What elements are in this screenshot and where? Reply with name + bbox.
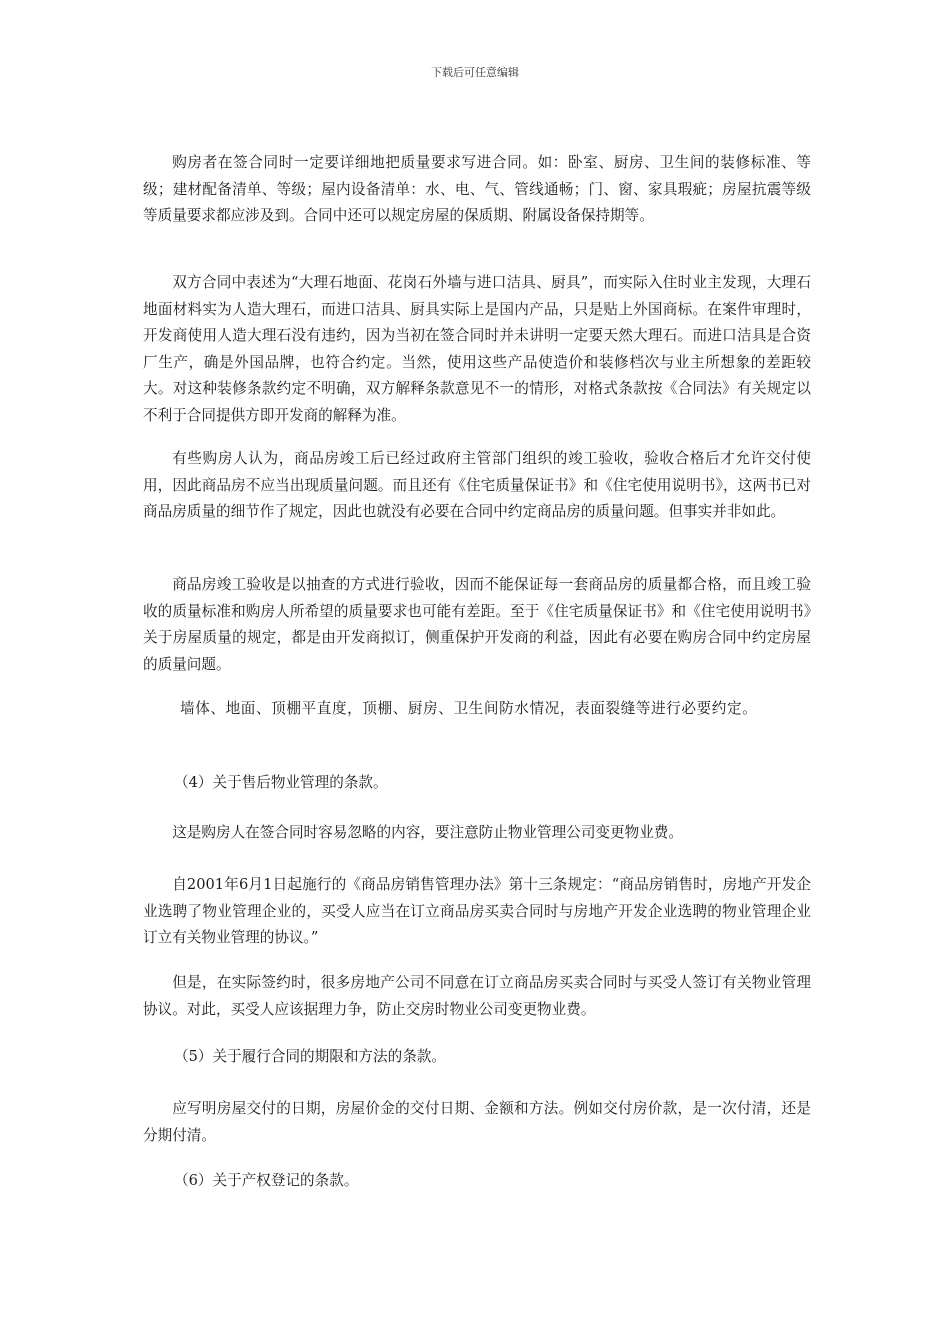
paragraph-marble-case: 双方合同中表述为“大理石地面、花岗石外墙与进口洁具、厨具”，而实际入住时业主发现，大理石地面材料实为人造大理石，而进口洁具、厨具实际上是国内产品，只是贴上外国商标。在案件审理时，开发商使用人造大理石没有违约，因为当初在签合同时并未讲明一定要天然大理石。而进口洁具是合资厂生产，确是外国品牌，也符合约定。当然，使用这些产品使造价和装修档次与业主所想象的差距较大。对这种装修条款约定不明确，双方解释条款意见不一的情形，对格式条款按《合同法》有关规定以不利于合同提供方即开发商的解释为准。 [143, 274, 811, 424]
section-heading-5: （5）关于履行合同的期限和方法的条款。 [174, 1048, 446, 1065]
paragraph-acceptance-belief: 有些购房人认为，商品房竣工后已经过政府主管部门组织的竣工验收，验收合格后才允许交付使用，因此商品房不应当出现质量问题。而且还有《住宅质量保证书》和《住宅使用说明书》，这两书已对商品房质量的细节作了规定，因此也就没有必要在合同中约定商品房的质量问题。但事实并非如此。 [143, 450, 811, 520]
paragraph-quality-requirements: 购房者在签合同时一定要详细地把质量要求写进合同。如：卧室、厨房、卫生间的装修标准、等级；建材配备清单、等级；屋内设备清单：水、电、气、管线通畅；门、窗、家具瑕疵；房屋抗震等级等质量要求都应涉及到。合同中还可以规定房屋的保质期、附属设备保持期等。 [143, 154, 811, 224]
paragraph-spot-check: 商品房竣工验收是以抽查的方式进行验收，因而不能保证每一套商品房的质量都合格，而且竣工验收的质量标准和购房人所希望的质量要求也可能有差距。至于《住宅质量保证书》和《住宅使用说明书》关于房屋质量的规定，都是由开发商拟订，侧重保护开发商的利益，因此有必要在购房合同中约定房屋的质量问题。 [143, 576, 811, 673]
paragraph-wall-floor: 墙体、地面、顶棚平直度，顶棚、厨房、卫生间防水情况，表面裂缝等进行必要约定。 [180, 700, 758, 717]
page-header: 下载后可任意编辑 [431, 66, 519, 79]
paragraph-actual-signing: 但是，在实际签约时，很多房地产公司不同意在订立商品房买卖合同时与买受人签订有关物业管理协议。对此，买受人应该据理力争，防止交房时物业公司变更物业费。 [143, 974, 811, 1018]
section-heading-6: （6）关于产权登记的条款。 [174, 1172, 359, 1189]
paragraph-property-fee: 这是购房人在签合同时容易忽略的内容，要注意防止物业管理公司变更物业费。 [172, 824, 683, 841]
paragraph-delivery-date: 应写明房屋交付的日期，房屋价金的交付日期、金额和方法。例如交付房价款，是一次付清，还是分期付清。 [143, 1100, 811, 1144]
paragraph-sales-regulation: 自2001年6月1日起施行的《商品房销售管理办法》第十三条规定：“商品房销售时，房地产开发企业选聘了物业管理企业的，买受人应当在订立商品房买卖合同时与房地产开发企业选聘的物业管理企业订立有关物业管理的协议。” [143, 876, 811, 946]
section-heading-4: （4）关于售后物业管理的条款。 [174, 774, 388, 791]
